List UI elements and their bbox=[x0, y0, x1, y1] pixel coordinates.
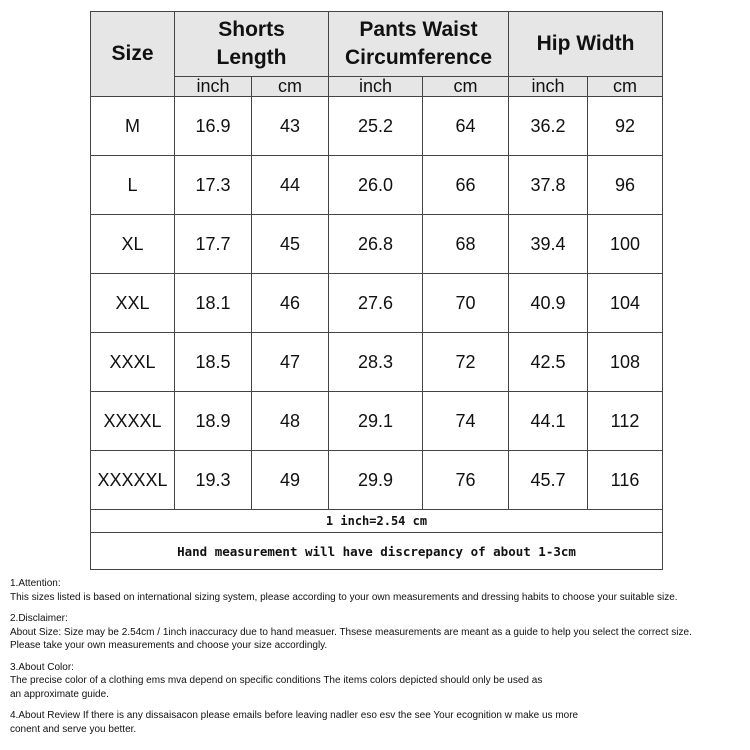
note-text: Please take your own measurements and choose your size accordingly. bbox=[10, 640, 328, 651]
notes-section bbox=[10, 577, 748, 744]
pants-waist-header bbox=[329, 12, 509, 77]
pants-waist-header-line2: Circumference bbox=[344, 46, 493, 69]
measurement-cell: 47 bbox=[252, 333, 329, 392]
size-header: Size bbox=[91, 12, 175, 97]
measurement-cell: 45 bbox=[252, 215, 329, 274]
note-title: 3.About Color: bbox=[10, 661, 74, 673]
size-row bbox=[91, 333, 663, 392]
note-title: 1.Attention: bbox=[10, 578, 61, 589]
measurement-cell: 104 bbox=[588, 274, 663, 333]
measurement-cell: 48 bbox=[252, 392, 329, 451]
size-label: XXXXXL bbox=[91, 451, 175, 510]
note-text: 4.About Review If there is any dissaisacon please emails before leaving nadler eso esv the see Your ecognition w make us more bbox=[10, 710, 579, 721]
measurement-cell: 26.0 bbox=[329, 156, 423, 215]
measurement-cell: 37.8 bbox=[509, 156, 588, 215]
discrepancy-note: Hand measurement will have discrepancy of about 1-3cm bbox=[91, 533, 663, 570]
measurement-cell: 16.9 bbox=[175, 97, 252, 156]
size-label: XXXXL bbox=[91, 392, 175, 451]
size-label: M bbox=[91, 97, 175, 156]
note-section bbox=[10, 577, 748, 604]
measurement-cell: 44.1 bbox=[509, 392, 588, 451]
conversion-note-row bbox=[91, 510, 663, 533]
note-text: conent and serve you better. bbox=[10, 723, 137, 735]
unit-header: cm bbox=[588, 77, 663, 97]
size-chart-table bbox=[90, 11, 663, 570]
size-row bbox=[91, 97, 663, 156]
measurement-cell: 45.7 bbox=[509, 451, 588, 510]
measurement-cell: 19.3 bbox=[175, 451, 252, 510]
size-label: XXL bbox=[91, 274, 175, 333]
discrepancy-note-row bbox=[91, 533, 663, 570]
measurement-cell: 36.2 bbox=[509, 97, 588, 156]
measurement-cell: 29.9 bbox=[329, 451, 423, 510]
measurement-cell: 26.8 bbox=[329, 215, 423, 274]
measurement-cell: 29.1 bbox=[329, 392, 423, 451]
measurement-cell: 27.6 bbox=[329, 274, 423, 333]
unit-header: inch bbox=[175, 77, 252, 97]
measurement-cell: 25.2 bbox=[329, 97, 423, 156]
measurement-cell: 76 bbox=[423, 451, 509, 510]
measurement-cell: 70 bbox=[423, 274, 509, 333]
measurement-cell: 49 bbox=[252, 451, 329, 510]
size-label: XXXL bbox=[91, 333, 175, 392]
measurement-cell: 64 bbox=[423, 97, 509, 156]
measurement-cell: 43 bbox=[252, 97, 329, 156]
note-section bbox=[10, 709, 748, 736]
size-label: XL bbox=[91, 215, 175, 274]
conversion-note: 1 inch=2.54 cm bbox=[91, 510, 663, 533]
note-text: This sizes listed is based on international sizing system, please according to your own measurements and dressing habits to choose your suitable size. bbox=[10, 591, 678, 603]
measurement-cell: 39.4 bbox=[509, 215, 588, 274]
unit-header: cm bbox=[252, 77, 329, 97]
measurement-cell: 28.3 bbox=[329, 333, 423, 392]
pants-waist-header-line1: Pants Waist bbox=[359, 18, 478, 41]
measurement-cell: 46 bbox=[252, 274, 329, 333]
size-label: L bbox=[91, 156, 175, 215]
measurement-cell: 44 bbox=[252, 156, 329, 215]
unit-header: inch bbox=[509, 77, 588, 97]
measurement-cell: 17.3 bbox=[175, 156, 252, 215]
shorts-length-header-line1: Shorts bbox=[218, 18, 285, 41]
measurement-cell: 40.9 bbox=[509, 274, 588, 333]
measurement-cell: 92 bbox=[588, 97, 663, 156]
measurement-cell: 100 bbox=[588, 215, 663, 274]
measurement-cell: 74 bbox=[423, 392, 509, 451]
hip-width-header: Hip Width bbox=[509, 12, 663, 77]
measurement-cell: 42.5 bbox=[509, 333, 588, 392]
measurement-cell: 66 bbox=[423, 156, 509, 215]
note-title: 2.Disclaimer: bbox=[10, 613, 68, 624]
unit-header: cm bbox=[423, 77, 509, 97]
size-rows bbox=[91, 97, 663, 510]
units-row bbox=[91, 77, 663, 97]
measurement-cell: 18.5 bbox=[175, 333, 252, 392]
note-text: an approximate guide. bbox=[10, 688, 109, 700]
header-row bbox=[91, 12, 663, 77]
shorts-length-header bbox=[175, 12, 329, 77]
size-row bbox=[91, 156, 663, 215]
measurement-cell: 17.7 bbox=[175, 215, 252, 274]
note-text: About Size: Size may be 2.54cm / 1inch inaccuracy due to hand measuer. Thsese measurements are meant as a guide to help you select the correct size. bbox=[10, 626, 692, 638]
measurement-cell: 112 bbox=[588, 392, 663, 451]
size-row bbox=[91, 451, 663, 510]
shorts-length-header-line2: Length bbox=[216, 46, 287, 69]
size-row bbox=[91, 215, 663, 274]
measurement-cell: 18.9 bbox=[175, 392, 252, 451]
size-row bbox=[91, 392, 663, 451]
measurement-cell: 96 bbox=[588, 156, 663, 215]
measurement-cell: 108 bbox=[588, 333, 663, 392]
measurement-cell: 116 bbox=[588, 451, 663, 510]
size-row bbox=[91, 274, 663, 333]
note-section bbox=[10, 612, 748, 653]
note-text: The precise color of a clothing ems mva depend on specific conditions The items colors depicted should only be used as bbox=[10, 675, 543, 686]
unit-header: inch bbox=[329, 77, 423, 97]
measurement-cell: 18.1 bbox=[175, 274, 252, 333]
measurement-cell: 68 bbox=[423, 215, 509, 274]
note-section bbox=[10, 661, 748, 702]
measurement-cell: 72 bbox=[423, 333, 509, 392]
